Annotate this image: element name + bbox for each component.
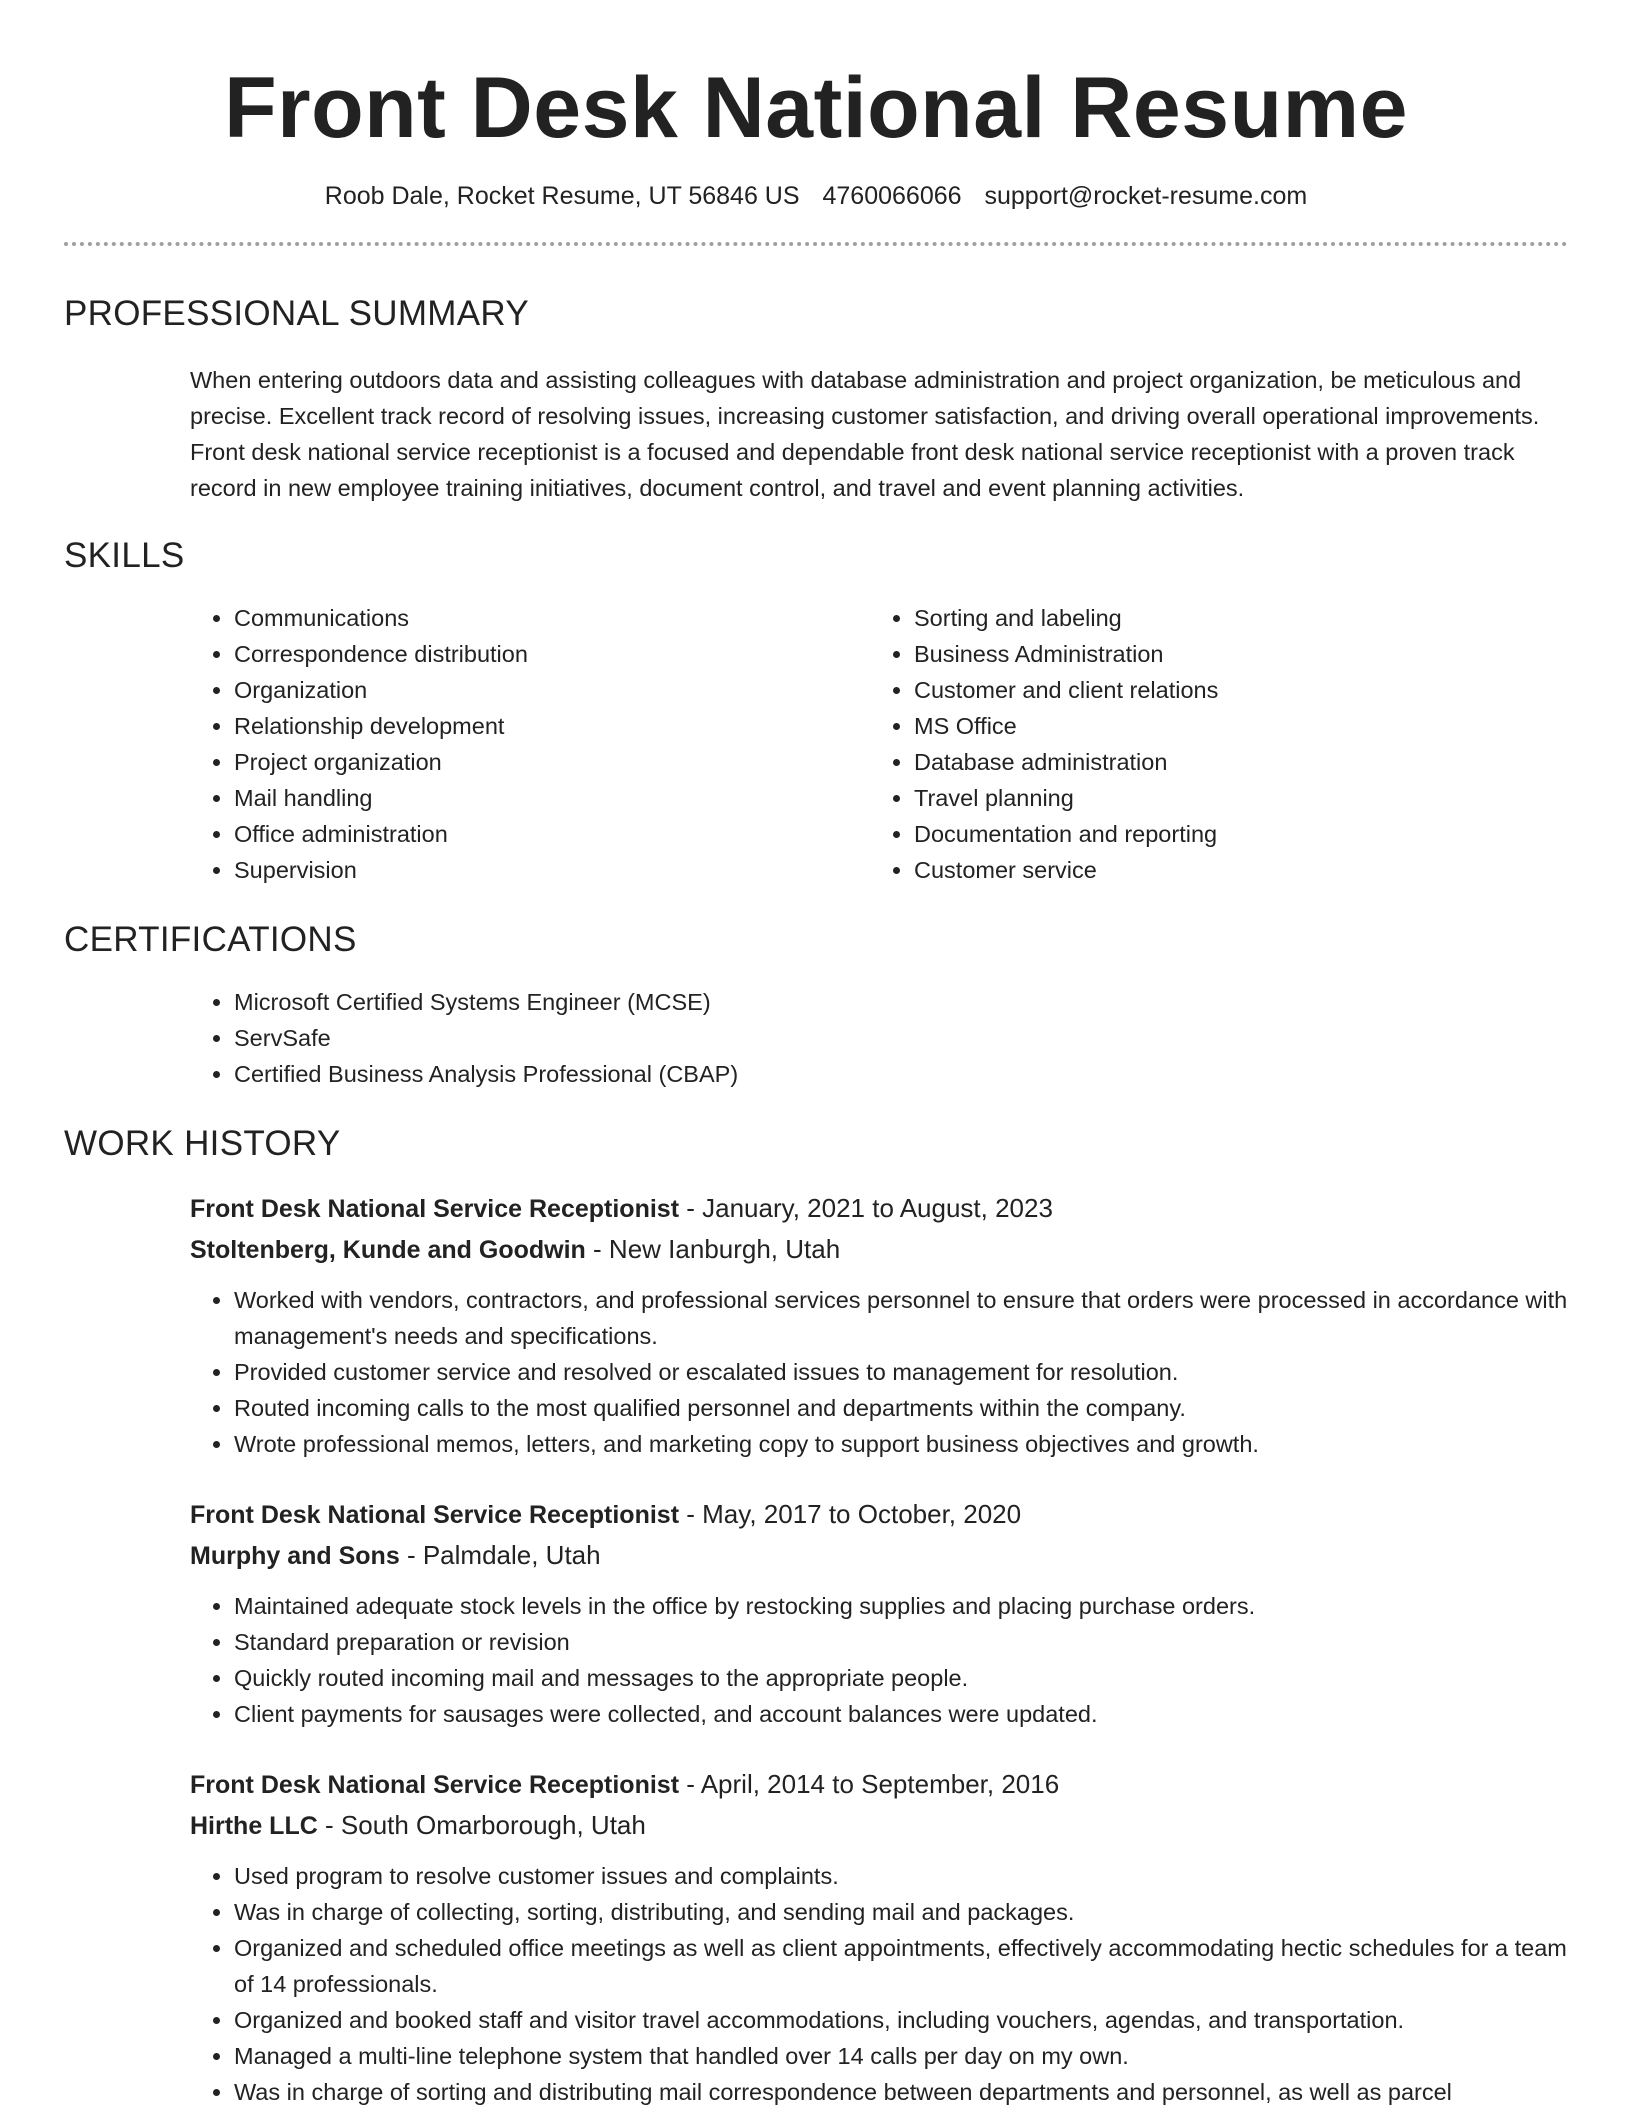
- job-company-line: [190, 1229, 1568, 1270]
- job-duty: • Organized and scheduled office meetings as well as client appointments, effectively accommodating hectic schedules for a team of 14 professionals.: [234, 1930, 1568, 2002]
- job-dates: - May, 2017 to October, 2020: [679, 1499, 1022, 1529]
- job-role: Front Desk National Service Receptionist: [190, 1195, 680, 1223]
- certifications-heading: CERTIFICATIONS: [64, 920, 357, 959]
- job-entry: [190, 1494, 1568, 1732]
- skill-item: • Communications: [234, 600, 870, 636]
- contact-email: support@rocket-resume.com: [984, 182, 1308, 210]
- job-duty: • Managed a multi-line telephone system that handled over 14 calls per day on my own.: [234, 2038, 1568, 2074]
- job-duties: [190, 1282, 1568, 1462]
- skill-item: • Supervision: [234, 852, 870, 888]
- job-duty: • Worked with vendors, contractors, and professional services personnel to ensure that orders were processed in accordance with management's needs and specifications.: [234, 1282, 1568, 1354]
- skills-column-right: [870, 600, 1550, 888]
- job-title-line: [190, 1494, 1568, 1535]
- skills-list-right: [870, 600, 1550, 888]
- skill-item: • Correspondence distribution: [234, 636, 870, 672]
- summary-heading: PROFESSIONAL SUMMARY: [64, 294, 529, 333]
- skill-item: • Customer service: [914, 852, 1550, 888]
- summary-text: When entering outdoors data and assisting colleagues with database administration and project organization, be meticulous and precise. Excellent track record of resolving issues, increasing customer satisfaction, and driving overall operational improvements. Front desk national service receptionist is a focused and dependable front desk national service receptionist with a proven track record in new employee training initiatives, document control, and travel and event planning activities.: [190, 367, 1540, 501]
- skill-item: • MS Office: [914, 708, 1550, 744]
- job-company: Murphy and Sons: [190, 1542, 400, 1570]
- job-company: Hirthe LLC: [190, 1812, 318, 1840]
- job-duties: [190, 1858, 1568, 2110]
- skill-item: • Business Administration: [914, 636, 1550, 672]
- job-role: Front Desk National Service Receptionist: [190, 1771, 680, 1799]
- contact-line: [64, 180, 1568, 212]
- job-duty: • Client payments for sausages were collected, and account balances were updated.: [234, 1696, 1568, 1732]
- skills-list-left: [190, 600, 870, 888]
- skill-item: • Customer and client relations: [914, 672, 1550, 708]
- certification-item: • ServSafe: [234, 1020, 1568, 1056]
- contact-phone: 4760066066: [822, 182, 962, 210]
- skill-item: • Organization: [234, 672, 870, 708]
- job-company-line: [190, 1805, 1568, 1846]
- job-duties: [190, 1588, 1568, 1732]
- certifications-list: [190, 984, 1568, 1092]
- contact-address: Roob Dale, Rocket Resume, UT 56846 US: [324, 182, 800, 210]
- job-duty: • Was in charge of sorting and distributing mail correspondence between departments and personnel, as well as parcel: [234, 2074, 1568, 2110]
- job-duty: • Standard preparation or revision: [234, 1624, 1568, 1660]
- job-title-line: [190, 1764, 1568, 1805]
- certification-item: • Microsoft Certified Systems Engineer (MCSE): [234, 984, 1568, 1020]
- skill-item: • Travel planning: [914, 780, 1550, 816]
- job-entry: [190, 1188, 1568, 1462]
- job-location: - Palmdale, Utah: [399, 1540, 601, 1570]
- job-duty: • Quickly routed incoming mail and messages to the appropriate people.: [234, 1660, 1568, 1696]
- job-duty: • Was in charge of collecting, sorting, distributing, and sending mail and packages.: [234, 1894, 1568, 1930]
- job-duty: • Used program to resolve customer issues and complaints.: [234, 1858, 1568, 1894]
- job-duty: • Routed incoming calls to the most qualified personnel and departments within the company.: [234, 1390, 1568, 1426]
- job-location: - New Ianburgh, Utah: [585, 1234, 841, 1264]
- certifications-list-wrap: [190, 984, 1568, 1092]
- skill-item: • Project organization: [234, 744, 870, 780]
- skills-section: [64, 534, 1568, 888]
- job-role: Front Desk National Service Receptionist: [190, 1501, 680, 1529]
- job-duty: • Organized and booked staff and visitor travel accommodations, including vouchers, agendas, and transportation.: [234, 2002, 1568, 2038]
- job-company-line: [190, 1535, 1568, 1576]
- certification-item: • Certified Business Analysis Professional (CBAP): [234, 1056, 1568, 1092]
- job-dates: - January, 2021 to August, 2023: [679, 1193, 1053, 1223]
- job-company: Stoltenberg, Kunde and Goodwin: [190, 1236, 586, 1264]
- skills-column-left: [190, 600, 870, 888]
- skill-item: • Office administration: [234, 816, 870, 852]
- skills-grid: [190, 600, 1568, 888]
- summary-section: [64, 292, 1568, 506]
- skill-item: • Sorting and labeling: [914, 600, 1550, 636]
- skill-item: • Relationship development: [234, 708, 870, 744]
- job-entry: [190, 1764, 1568, 2110]
- skill-item: • Mail handling: [234, 780, 870, 816]
- skill-item: • Documentation and reporting: [914, 816, 1550, 852]
- work-history-section: [64, 1122, 1568, 2110]
- resume-title: Front Desk National Resume: [224, 60, 1408, 156]
- job-duty: • Provided customer service and resolved or escalated issues to management for resolution.: [234, 1354, 1568, 1390]
- skills-heading: SKILLS: [64, 536, 185, 575]
- certifications-section: [64, 918, 1568, 1092]
- header-divider: [64, 242, 1568, 246]
- job-duty: • Wrote professional memos, letters, and marketing copy to support business objectives and growth.: [234, 1426, 1568, 1462]
- skill-item: • Database administration: [914, 744, 1550, 780]
- job-duty: • Maintained adequate stock levels in the office by restocking supplies and placing purchase orders.: [234, 1588, 1568, 1624]
- job-location: - South Omarborough, Utah: [317, 1810, 646, 1840]
- work-history-heading: WORK HISTORY: [64, 1124, 341, 1163]
- job-dates: - April, 2014 to September, 2016: [679, 1769, 1060, 1799]
- job-title-line: [190, 1188, 1568, 1229]
